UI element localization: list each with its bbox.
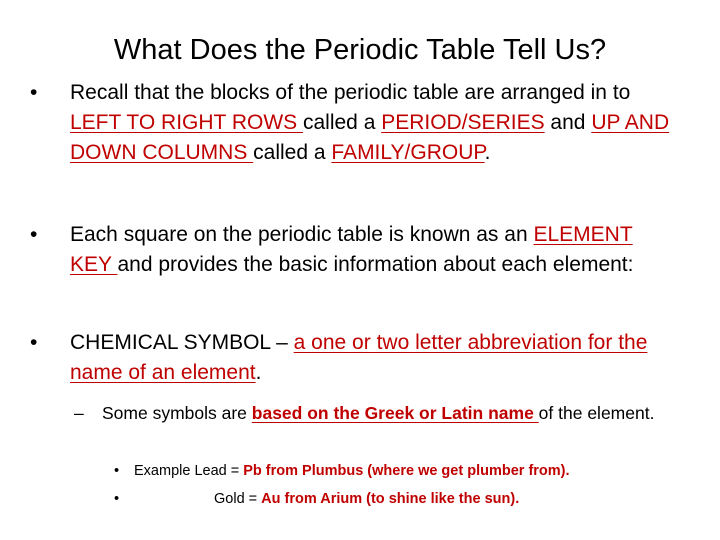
bullet-chemical-symbol [30, 328, 670, 388]
term-columns: UP AND DOWN COLUMNS [70, 111, 670, 164]
term-pb-plumbus: Pb from Plumbus (where we get plumber from). [243, 463, 570, 479]
bullet-marker: • [114, 491, 120, 507]
term-rows: LEFT TO RIGHT ROWS [70, 111, 303, 134]
text-example-lead: Example Lead = [134, 463, 244, 479]
text-called-a-1: called a [302, 111, 382, 134]
bullet-element-key [30, 220, 670, 280]
text-period-1: . [484, 141, 491, 164]
bullet-marker: • [114, 463, 120, 479]
text-and: and [544, 111, 592, 134]
text-period-3: . [255, 361, 262, 384]
text-recall-intro: Recall that the blocks of the periodic table are arranged in to [70, 81, 631, 104]
bullet-marker: • [30, 223, 38, 246]
term-au-arium: Au from Arium (to shine like the sun). [261, 491, 520, 507]
example-lead [114, 460, 694, 482]
term-period-series: PERIOD/SERIES [381, 111, 545, 134]
term-abbreviation: a one or two letter abbreviation for the name of an element [70, 331, 648, 384]
term-family-group: FAMILY/GROUP [331, 141, 485, 164]
text-each-square: Each square on the periodic table is known as an [70, 223, 534, 246]
term-element-key: ELEMENT KEY [70, 223, 633, 276]
text-example-gold: Gold = [214, 491, 262, 507]
term-greek-latin: based on the Greek or Latin name [251, 403, 539, 423]
bullet-marker: • [30, 331, 38, 354]
subbullet-greek-latin [74, 401, 682, 425]
text-of-element: of the element. [538, 403, 655, 423]
text-provides-info: and provides the basic information about each element: [117, 253, 634, 276]
text-chemical-symbol: CHEMICAL SYMBOL – [70, 331, 294, 354]
slide-title: What Does the Periodic Table Tell Us? [113, 34, 607, 66]
text-called-a-2: called a [253, 141, 332, 164]
example-gold [114, 488, 720, 510]
dash-marker: – [74, 403, 84, 423]
bullet-marker: • [30, 81, 38, 104]
bullet-recall [30, 78, 670, 168]
text-some-symbols: Some symbols are [102, 403, 252, 423]
